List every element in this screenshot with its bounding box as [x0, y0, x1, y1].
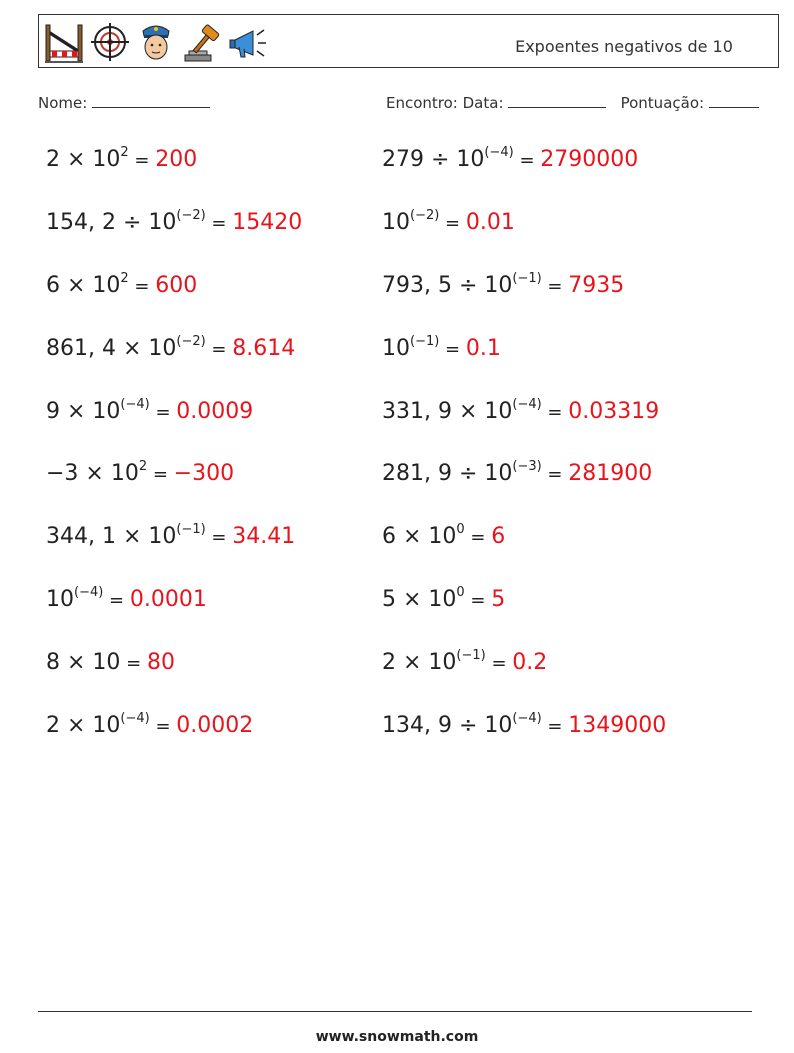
problem-row: [46, 147, 746, 210]
problem-expression: 10: [382, 209, 410, 235]
equals-sign: =: [464, 590, 492, 612]
date-line[interactable]: [508, 94, 606, 108]
equals-sign: =: [485, 653, 513, 675]
meeting-score-field[interactable]: [386, 94, 759, 112]
problem-item: [382, 524, 505, 549]
problem-row: [46, 333, 746, 399]
problem-expression: −3 × 10: [46, 461, 139, 487]
equals-sign: =: [205, 338, 233, 360]
problem-row: [46, 650, 746, 713]
equals-sign: =: [513, 150, 541, 171]
problem-item: [46, 396, 254, 424]
problem-answer: 600: [155, 272, 198, 298]
problem-exponent: 2: [120, 145, 129, 160]
problem-item: [382, 713, 666, 738]
problem-answer: 0.0009: [176, 398, 254, 424]
problem-item: [46, 650, 175, 675]
problem-item: [46, 333, 296, 361]
problem-expression: 2 × 10: [382, 650, 457, 676]
problem-exponent: (−4): [120, 396, 150, 412]
problem-exponent: 2: [138, 459, 148, 475]
equals-sign: =: [128, 275, 156, 297]
problem-expression: 281, 9 ÷ 10: [382, 461, 513, 487]
problem-answer: 8.614: [232, 335, 296, 361]
problem-exponent: (−4): [512, 396, 542, 412]
equals-sign: =: [147, 464, 174, 486]
equals-sign: =: [541, 464, 569, 486]
equals-sign: =: [149, 401, 177, 423]
problem-exponent: (−4): [484, 145, 514, 160]
problem-answer: 281900: [568, 461, 653, 487]
problem-item: [46, 270, 198, 298]
problem-answer: 5: [491, 587, 506, 613]
score-line[interactable]: [709, 94, 759, 108]
equals-sign: =: [541, 275, 569, 297]
problem-expression: 6 × 10: [382, 524, 457, 550]
problem-item: [382, 587, 505, 612]
name-line[interactable]: [92, 94, 210, 108]
problem-item: [382, 333, 501, 361]
footer-divider: [38, 1011, 752, 1012]
problem-expression: 10: [46, 587, 74, 613]
problem-answer: 0.0002: [176, 713, 254, 739]
gavel-icon: [181, 19, 223, 65]
problem-expression: 2 × 10: [46, 713, 121, 739]
problem-answer: 15420: [232, 209, 303, 235]
equals-sign: =: [439, 338, 466, 360]
problem-expression: 344, 1 × 10: [46, 524, 177, 550]
barrier-icon: [43, 19, 85, 65]
equals-sign: =: [120, 653, 147, 675]
problem-item: [382, 270, 625, 298]
problem-item: [46, 587, 207, 612]
problem-answer: 0.1: [465, 335, 501, 361]
megaphone-icon: [227, 19, 269, 65]
problem-exponent: 2: [120, 270, 129, 286]
problem-row: [46, 396, 746, 462]
problem-expression: 10: [382, 335, 410, 361]
problem-item: [382, 650, 547, 675]
equals-sign: =: [205, 527, 233, 549]
header-icons: [43, 19, 269, 65]
problem-item: [46, 524, 295, 549]
footer-url: www.snowmath.com: [315, 1029, 479, 1045]
problem-exponent: (−2): [176, 207, 206, 223]
crosshair-icon: [89, 19, 131, 65]
police-officer-icon: [135, 19, 177, 65]
problem-answer: 0.2: [512, 650, 548, 676]
problem-exponent: (−4): [74, 585, 104, 601]
problem-exponent: 0: [456, 585, 465, 601]
problem-expression: 279 ÷ 10: [382, 147, 485, 172]
problem-expression: 861, 4 × 10: [46, 335, 177, 361]
equals-sign: =: [128, 150, 156, 171]
problem-item: [46, 147, 197, 172]
equals-sign: =: [103, 590, 130, 612]
problem-item: [46, 461, 234, 486]
problem-grid: [46, 147, 746, 776]
problem-row: [46, 587, 746, 650]
problem-answer: 200: [155, 147, 198, 172]
problem-row: [46, 524, 746, 587]
problem-item: [46, 207, 303, 235]
problem-expression: 6 × 10: [46, 272, 121, 298]
problem-exponent: (−1): [456, 648, 486, 664]
header-box: [38, 14, 779, 68]
problem-answer: 34.41: [232, 524, 296, 550]
problem-exponent: (−3): [512, 459, 542, 475]
problem-expression: 793, 5 ÷ 10: [382, 272, 513, 298]
problem-row: [46, 207, 746, 273]
equals-sign: =: [205, 212, 233, 234]
name-label: Nome:: [38, 94, 88, 112]
problem-expression: 8 × 10: [46, 650, 121, 676]
meeting-label: Encontro: Data:: [386, 94, 504, 112]
problem-exponent: (−4): [120, 711, 150, 727]
problem-exponent: (−4): [512, 711, 542, 727]
equals-sign: =: [464, 527, 492, 549]
problem-item: [382, 207, 515, 235]
equals-sign: =: [439, 212, 466, 234]
problem-exponent: (−1): [512, 270, 542, 286]
problem-answer: 0.03319: [568, 398, 660, 424]
worksheet-title: Expoentes negativos de 10: [515, 37, 733, 56]
problem-exponent: (−1): [410, 333, 440, 349]
problem-item: [382, 147, 638, 172]
problem-expression: 5 × 10: [382, 587, 457, 613]
problem-expression: 134, 9 ÷ 10: [382, 713, 513, 739]
problem-exponent: (−1): [176, 522, 206, 538]
problem-expression: 331, 9 × 10: [382, 398, 513, 424]
problem-answer: 0.0001: [129, 587, 207, 613]
problem-expression: 154, 2 ÷ 10: [46, 209, 177, 235]
problem-row: [46, 461, 746, 524]
problem-exponent: (−2): [176, 333, 206, 349]
problem-row: [46, 270, 746, 336]
problem-item: [46, 713, 253, 738]
name-field[interactable]: [38, 94, 210, 112]
problem-answer: 80: [146, 650, 175, 676]
problem-row: [46, 713, 746, 776]
problem-exponent: 0: [456, 522, 465, 538]
problem-answer: −300: [173, 461, 235, 487]
problem-expression: 9 × 10: [46, 398, 121, 424]
equals-sign: =: [541, 716, 569, 738]
score-label: Pontuação:: [620, 94, 705, 112]
problem-expression: 2 × 10: [46, 147, 121, 172]
problem-answer: 1349000: [568, 713, 667, 739]
equals-sign: =: [149, 716, 177, 738]
problem-answer: 6: [491, 524, 506, 550]
problem-item: [382, 396, 660, 424]
problem-answer: 0.01: [465, 209, 515, 235]
problem-item: [382, 461, 652, 486]
problem-answer: 7935: [568, 272, 625, 298]
problem-exponent: (−2): [410, 207, 440, 223]
problem-answer: 2790000: [540, 147, 639, 172]
equals-sign: =: [541, 401, 569, 423]
